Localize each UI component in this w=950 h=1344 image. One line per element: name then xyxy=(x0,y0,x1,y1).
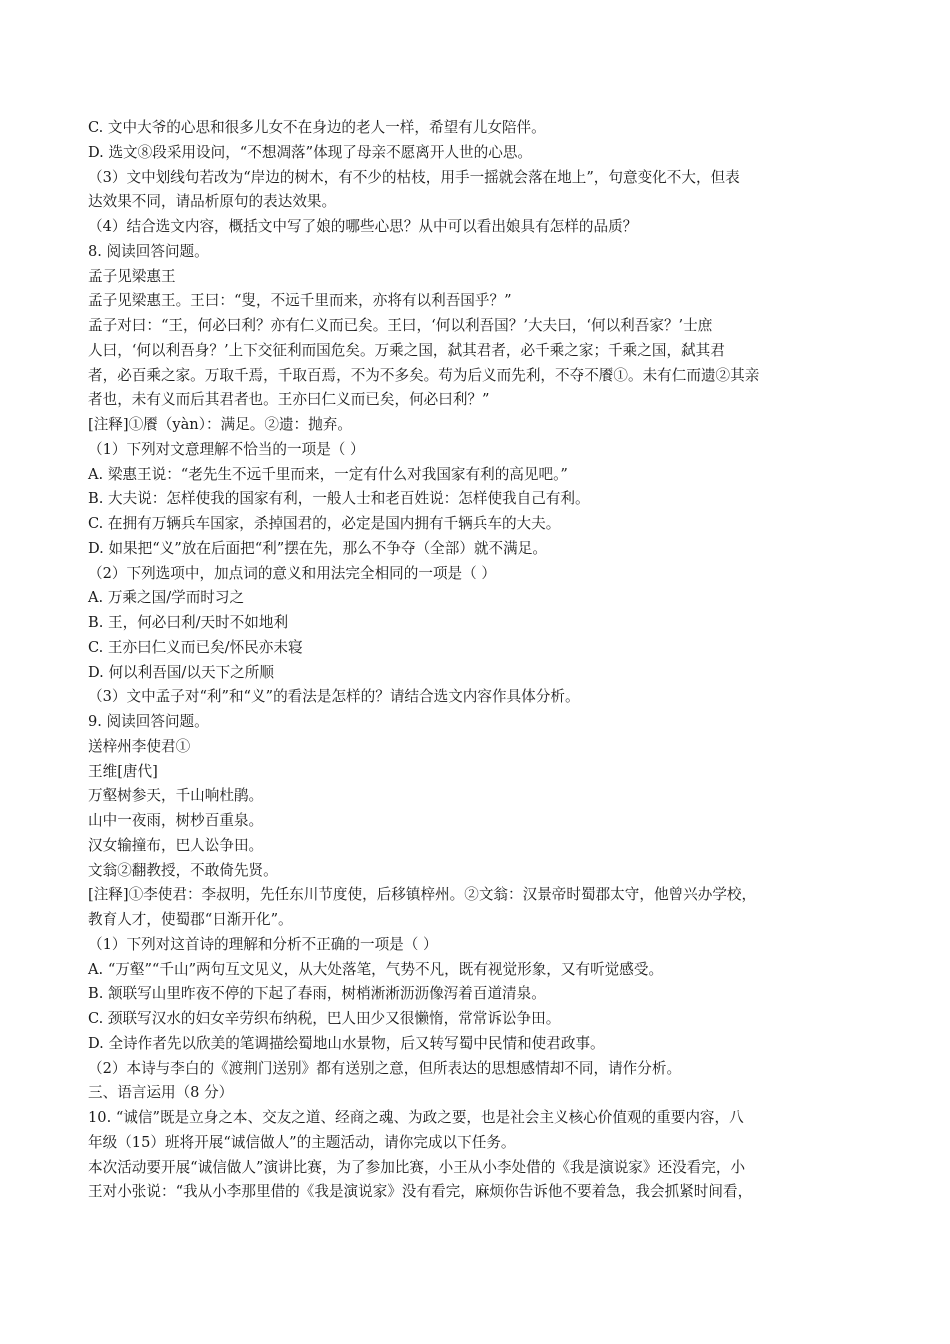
question-3-line-1: （3）文中划线句若改为“岸边的树木，有不少的枯枝，用手一摇就会落在地上”，句意变化不大，但表 xyxy=(88,168,740,186)
poem-line: 汉女输撞布，巴人讼争田。 xyxy=(88,836,264,854)
option-line: B. 大夫说：怎样使我的国家有利，一般人士和老百姓说：怎样使我自己有利。 xyxy=(88,490,590,508)
question-8-heading: 8. 阅读回答问题。 xyxy=(88,242,209,260)
option-line: B. 王，何必曰利/天时不如地利 xyxy=(88,614,289,631)
passage-line: 者也，未有义而后其君者也。王亦曰仁义而已矣，何必曰利？” xyxy=(88,391,490,409)
option-c-line: C. 文中大爷的心思和很多儿女不在身边的老人一样，希望有儿女陪伴。 xyxy=(88,119,546,136)
question-line: （1）下列对这首诗的理解和分析不正确的一项是（ ） xyxy=(88,935,438,953)
question-10-line: 10. “诚信”既是立身之本、交友之道、经商之魂、为政之要，也是社会主义核心价值观的重要内容，八 xyxy=(88,1109,744,1126)
annotation-line: [注释]①餍（yàn）：满足。②遗：抛弃。 xyxy=(88,416,352,433)
option-line: D. 全诗作者先以欣美的笔调描绘蜀地山水景物，后又转写蜀中民情和使君政事。 xyxy=(88,1034,605,1052)
question-line: （2）下列选项中，加点词的意义和用法完全相同的一项是（ ） xyxy=(88,564,496,582)
passage-line: 孟子见梁惠王。王曰：“叟，不远千里而来，亦将有以利吾国乎？” xyxy=(88,292,512,310)
passage-title: 孟子见梁惠王 xyxy=(88,267,176,285)
option-line: A. “万壑”“千山”两句互文见义，从大处落笔，气势不凡，既有视觉形象，又有听觉感受。 xyxy=(88,960,664,978)
question-3-line-2: 达效果不同，请品析原句的表达效果。 xyxy=(88,193,337,211)
task-line: 本次活动要开展“诚信做人”演讲比赛，为了参加比赛，小王从小李处借的《我是演说家》还没看完，小 xyxy=(88,1158,746,1176)
question-line: （2）本诗与李白的《渡荆门送别》都有送别之意，但所表达的思想感情却不同，请作分析。 xyxy=(88,1059,682,1077)
option-d-line: D. 选文⑧段采用设问，“不想凋落”体现了母亲不愿离开人世的心思。 xyxy=(88,143,533,161)
section-heading: 三、语言运用（8 分） xyxy=(88,1084,234,1102)
question-10-line: 年级（15）班将开展“诚信做人”的主题活动，请你完成以下任务。 xyxy=(88,1133,516,1151)
poem-author: 王维[唐代] xyxy=(88,762,158,780)
poem-title: 送梓州李使君① xyxy=(88,737,191,755)
document-page xyxy=(88,116,866,1205)
task-line: 王对小张说：“我从小李那里借的《我是演说家》没有看完，麻烦你告诉他不要着急，我会抓紧时间看， xyxy=(88,1183,753,1201)
annotation-line: 教育人才，使蜀郡“日渐开化”。 xyxy=(88,911,293,928)
option-line: C. 颈联写汉水的妇女辛劳织布纳税，巴人田少又很懒惰，常常诉讼争田。 xyxy=(88,1010,561,1027)
poem-line: 山中一夜雨，树杪百重泉。 xyxy=(88,812,264,829)
option-line: D. 何以利吾国/以天下之所顺 xyxy=(88,663,274,681)
option-line: A. 万乘之国/学而时习之 xyxy=(88,589,245,607)
question-4-line: （4）结合选文内容，概括文中写了娘的哪些心思？从中可以看出娘具有怎样的品质？ xyxy=(88,218,638,235)
poem-line: 万壑树参天，千山响杜鹃。 xyxy=(88,787,264,805)
passage-line: 孟子对曰：“王，何必曰利？亦有仁义而已矣。王曰，‘何以利吾国？’大夫曰，‘何以利吾家？’士庶 xyxy=(88,317,713,334)
option-line: B. 颔联写山里昨夜不停的下起了春雨，树梢淅淅沥沥像泻着百道清泉。 xyxy=(88,985,546,1003)
option-line: C. 在拥有万辆兵车国家，杀掉国君的，必定是国内拥有千辆兵车的大夫。 xyxy=(88,515,561,532)
poem-line: 文翁②翻教授，不敢倚先贤。 xyxy=(88,861,278,879)
option-line: C. 王亦曰仁义而已矣/怀民亦未寝 xyxy=(88,638,303,656)
question-line: （3）文中孟子对“利”和“义”的看法是怎样的？请结合选文内容作具体分析。 xyxy=(88,688,580,706)
passage-line: 者，必百乘之家。万取千焉，千取百焉，不为不多矣。苟为后义而先利，不夺不餍①。未有仁而遗②其亲 xyxy=(88,366,760,384)
question-line: （1）下列对文意理解不恰当的一项是（ ） xyxy=(88,440,365,458)
passage-line: 人曰，‘何以利吾身？’上下交征利而国危矣。万乘之国，弑其君者，必千乘之家；千乘之国，弑其君 xyxy=(88,341,725,359)
option-line: A. 梁惠王说：“老先生不远千里而来，一定有什么对我国家有利的高见吧。” xyxy=(88,465,568,483)
question-9-heading: 9. 阅读回答问题。 xyxy=(88,713,209,730)
annotation-line: [注释]①李使君：李叔明，先任东川节度使，后移镇梓州。②文翁：汉景帝时蜀郡太守，他曾兴办学校， xyxy=(88,886,757,904)
option-line: D. 如果把“义”放在后面把“利”摆在先，那么不争夺（全部）就不满足。 xyxy=(88,539,547,557)
